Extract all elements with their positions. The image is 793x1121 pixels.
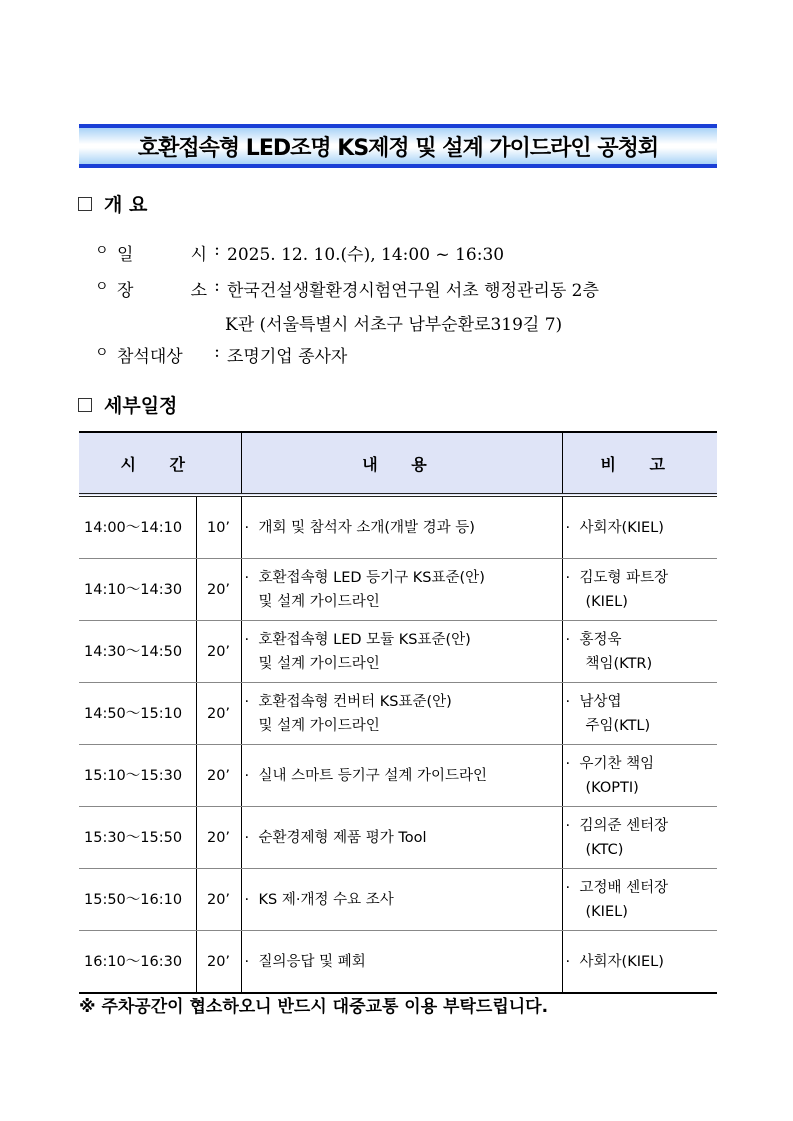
header-content: 내 용 <box>241 432 562 495</box>
content-cell: · 호환접속형 LED 모듈 KS표준(안) 및 설계 가이드라인 <box>241 621 562 683</box>
content-cell: · 실내 스마트 등기구 설계 가이드라인 <box>241 745 562 807</box>
schedule-table <box>79 431 717 994</box>
parking-notice: ※ 주차공간이 협소하오니 반드시 대중교통 이용 부탁드립니다. <box>79 997 549 1017</box>
duration-cell: 20’ <box>196 621 241 683</box>
overview-item-place <box>95 276 599 301</box>
table-row <box>79 869 717 931</box>
note-cell: · 고정배 센터장 (KIEL) <box>562 869 717 931</box>
colon: : <box>214 342 220 362</box>
overview-label: 장 소 <box>117 281 207 301</box>
note-cell: · 홍정욱 책임(KTR) <box>562 621 717 683</box>
table-row <box>79 495 717 559</box>
note-cell: · 우기찬 책임 (KOPTI) <box>562 745 717 807</box>
note-cell: · 사회자(KIEL) <box>562 495 717 559</box>
time-cell: 16:10～16:30 <box>79 931 196 994</box>
duration-cell: 20’ <box>196 683 241 745</box>
table-row <box>79 683 717 745</box>
overview-value: 조명기업 종사자 <box>227 347 348 367</box>
note-cell: · 사회자(KIEL) <box>562 931 717 994</box>
content-cell: · 질의응답 및 폐회 <box>241 931 562 994</box>
time-cell: 14:00～14:10 <box>79 495 196 559</box>
table-row <box>79 621 717 683</box>
time-cell: 14:30～14:50 <box>79 621 196 683</box>
time-cell: 15:30～15:50 <box>79 807 196 869</box>
overview-value: 2025. 12. 10.(수), 14:00 ~ 16:30 <box>227 245 505 265</box>
duration-cell: 20’ <box>196 931 241 994</box>
overview-label: 일 시 <box>117 245 207 265</box>
table-row <box>79 559 717 621</box>
note-cell: · 김도형 파트장 (KIEL) <box>562 559 717 621</box>
table-row <box>79 931 717 994</box>
colon: : <box>214 240 220 260</box>
overview-heading: 개 요 <box>78 190 147 217</box>
table-header-row <box>79 432 717 495</box>
overview-item-date <box>95 240 504 265</box>
note-cell: · 남상엽 주임(KTL) <box>562 683 717 745</box>
duration-cell: 20’ <box>196 559 241 621</box>
content-cell: · 호환접속형 컨버터 KS표준(안) 및 설계 가이드라인 <box>241 683 562 745</box>
square-bullet-icon <box>78 197 92 211</box>
time-cell: 14:10～14:30 <box>79 559 196 621</box>
time-cell: 15:50～16:10 <box>79 869 196 931</box>
colon: : <box>214 276 220 296</box>
time-cell: 15:10～15:30 <box>79 745 196 807</box>
content-cell: · 개회 및 참석자 소개(개발 경과 등) <box>241 495 562 559</box>
content-cell: · 호환접속형 LED 등기구 KS표준(안) 및 설계 가이드라인 <box>241 559 562 621</box>
circle-bullet-icon: ㅇ <box>95 279 109 295</box>
content-cell: · KS 제·개정 수요 조사 <box>241 869 562 931</box>
content-cell: · 순환경제형 제품 평가 Tool <box>241 807 562 869</box>
circle-bullet-icon: ㅇ <box>95 243 109 259</box>
overview-value: 한국건설생활환경시험연구원 서초 행정관리동 2층 <box>227 281 599 301</box>
document-title: 호환접속형 LED조명 KS제정 및 설계 가이드라인 공청회 <box>137 135 659 161</box>
table-row <box>79 745 717 807</box>
title-banner <box>79 124 717 168</box>
duration-cell: 20’ <box>196 869 241 931</box>
header-time: 시 간 <box>79 432 241 495</box>
note-cell: · 김의준 센터장 (KTC) <box>562 807 717 869</box>
overview-value-continued: K관 (서울특별시 서초구 남부순환로319길 7) <box>225 315 563 335</box>
header-note: 비 고 <box>562 432 717 495</box>
square-bullet-icon <box>78 398 92 412</box>
overview-label: 참석대상 <box>117 347 183 367</box>
circle-bullet-icon: ㅇ <box>95 345 109 361</box>
overview-item-attendees <box>95 342 347 367</box>
time-cell: 14:50～15:10 <box>79 683 196 745</box>
duration-cell: 20’ <box>196 807 241 869</box>
table-row <box>79 807 717 869</box>
duration-cell: 10’ <box>196 495 241 559</box>
duration-cell: 20’ <box>196 745 241 807</box>
schedule-heading: 세부일정 <box>78 391 177 418</box>
